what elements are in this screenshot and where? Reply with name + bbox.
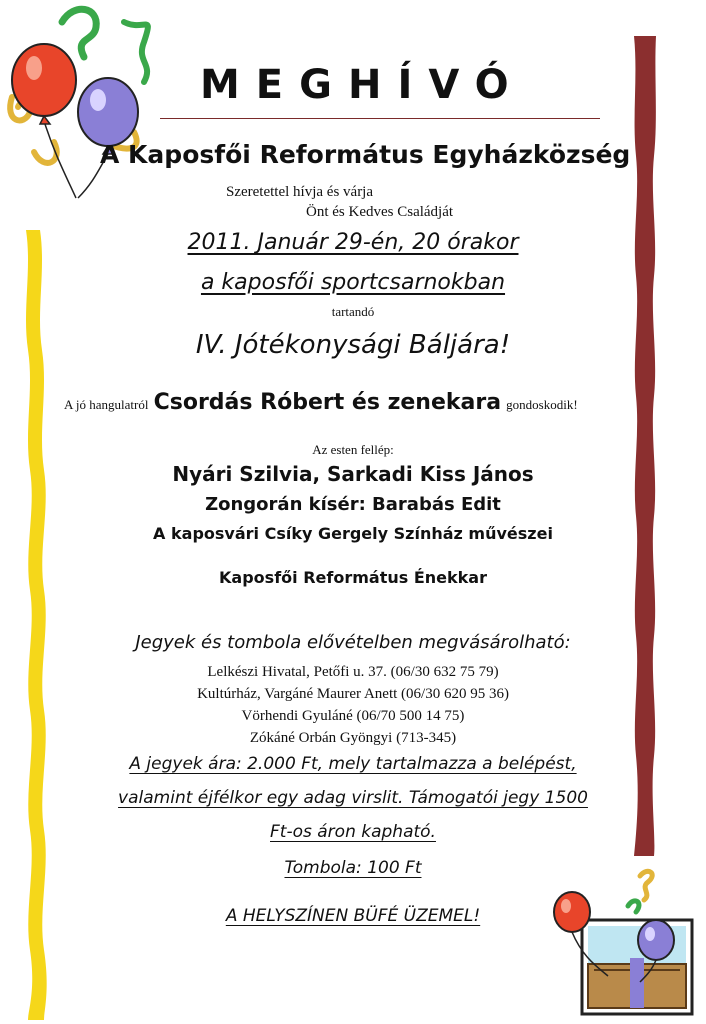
performers-line-4: Kaposfői Református Énekkar — [219, 568, 487, 587]
greeting-line-1: Szeretettel hívja és várja — [226, 184, 374, 200]
music-suffix: gondoskodik! — [506, 397, 578, 412]
performers-line-1: Nyári Szilvia, Sarkadi Kiss János — [172, 462, 534, 486]
gift-box-balloons-icon — [548, 866, 698, 1018]
tickets-heading: Jegyek és tombola elővételben megvásárolható: — [135, 632, 571, 653]
title-divider — [160, 118, 600, 119]
event-date: 2011. Január 29-én, 20 órakor — [187, 230, 519, 255]
price-line-1: A jegyek ára: 2.000 Ft, mely tartalmazza a belépést, — [129, 754, 577, 774]
price-line-3: Ft-os áron kapható. — [270, 822, 436, 842]
band-name: Csordás Róbert és zenekara — [153, 390, 502, 415]
buffet-notice: A HELYSZÍNEN BÜFÉ ÜZEMEL! — [225, 906, 481, 926]
price-line-2: valamint éjfélkor egy adag virslit. Támogatói jegy 1500 — [118, 788, 588, 808]
event-venue: a kaposfői sportcsarnokban — [200, 270, 506, 295]
contact-3: Vörhendi Gyuláné (06/70 500 14 75) — [241, 708, 465, 724]
music-line — [64, 390, 624, 415]
performers-intro: Az esten fellép: — [312, 442, 394, 457]
performers-line-3: A kaposvári Csíky Gergely Színház művészei — [153, 524, 553, 543]
balloons-icon — [4, 2, 164, 202]
event-tartando: tartandó — [331, 304, 375, 319]
event-name: IV. Jótékonysági Báljára! — [195, 330, 511, 360]
contact-4: Zókáné Orbán Gyöngyi (713-345) — [249, 730, 457, 746]
contact-1: Lelkészi Hivatal, Petőfi u. 37. (06/30 632 75 79) — [207, 664, 499, 680]
page-title: MEGHÍVÓ — [200, 62, 525, 108]
performers-line-2: Zongorán kísér: Barabás Edit — [205, 494, 501, 515]
greeting-line-2: Önt és Kedves Családját — [306, 204, 454, 220]
host-name: A Kaposfői Református Egyházközség — [100, 140, 631, 169]
contact-2: Kultúrház, Vargáné Maurer Anett (06/30 620 95 36) — [197, 686, 509, 702]
tombola-price: Tombola: 100 Ft — [284, 858, 422, 878]
music-prefix: A jó hangulatról — [64, 397, 149, 412]
